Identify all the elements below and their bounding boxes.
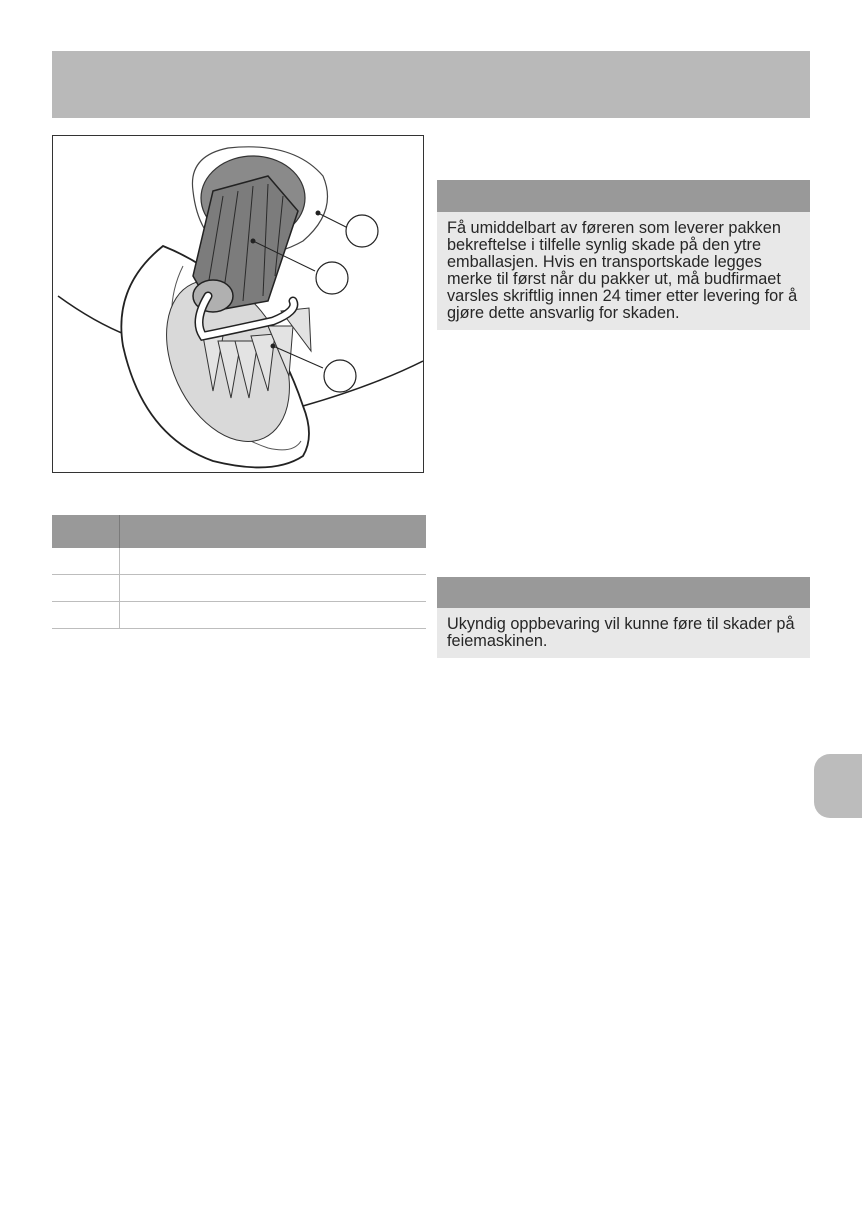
table-row	[52, 602, 426, 629]
row-number	[52, 575, 120, 602]
notice-text: Få umiddelbart av føreren som leverer pakken bekreftelse i tilfelle synlig skade på den ytre emballasjen. Hvis en transportskade legges merke til først når du pakker ut, må budfirmaet varsles skriftlig innen 24 timer etter levering for å gjøre dette ansvarlig for skaden.	[437, 212, 810, 330]
row-number	[52, 602, 120, 629]
callout-circle-1	[346, 215, 378, 247]
notice-header-bar	[437, 180, 810, 212]
brush-illustration	[52, 135, 424, 473]
header-name	[120, 515, 427, 548]
notice-text: Ukyndig oppbevaring vil kunne føre til skader på feiemaskinen.	[437, 608, 810, 658]
callout-circle-2	[316, 262, 348, 294]
notice-storage	[437, 577, 810, 658]
parts-table	[52, 515, 426, 629]
notice-header-bar	[437, 577, 810, 608]
header-number	[52, 515, 120, 548]
table-row	[52, 575, 426, 602]
row-name	[120, 548, 427, 575]
table-row	[52, 548, 426, 575]
row-name	[120, 602, 427, 629]
notice-transport-damage	[437, 180, 810, 330]
chapter-side-tab	[814, 754, 862, 818]
section-header-bar	[52, 51, 810, 118]
callout-circle-3	[324, 360, 356, 392]
parts-table-header	[52, 515, 426, 548]
row-name	[120, 575, 427, 602]
row-number	[52, 548, 120, 575]
